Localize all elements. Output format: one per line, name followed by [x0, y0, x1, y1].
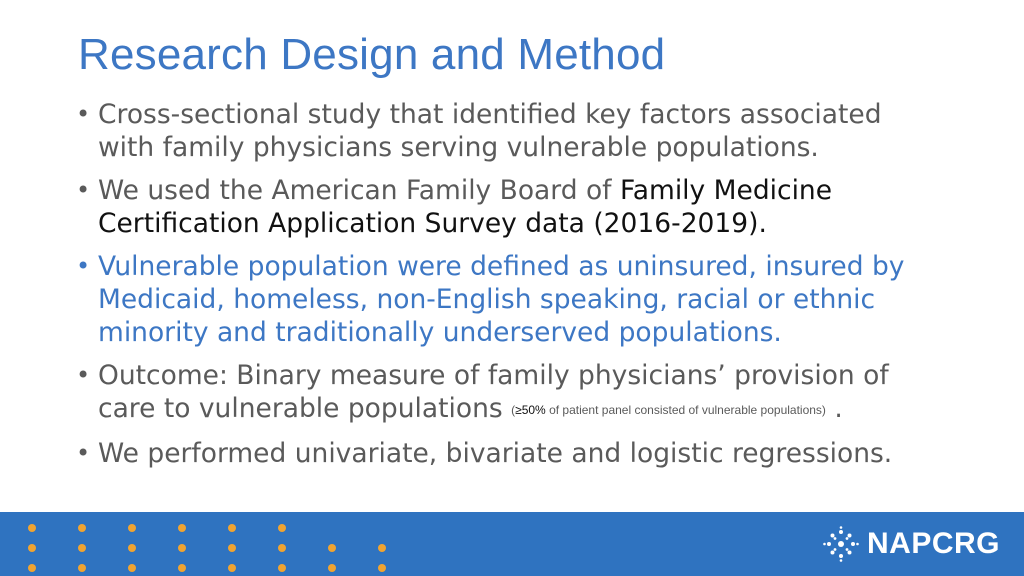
- bullet-text-emphasis: Family Medicine: [619, 175, 833, 206]
- decorative-dot: [128, 544, 136, 552]
- bullet-text: minority and traditionally underserved populations.: [98, 317, 782, 348]
- bullet-footnote: [511, 403, 826, 417]
- decorative-dot: [178, 564, 186, 572]
- decorative-dot: [128, 524, 136, 532]
- bullet-text: Outcome: Binary measure of family physicians’ provision of: [98, 360, 889, 391]
- bullet-vulnerable-definition: [76, 250, 976, 349]
- decorative-dot: [328, 564, 336, 572]
- bullet-text: Vulnerable population were defined as uninsured, insured by: [98, 251, 905, 282]
- decorative-dot: [28, 524, 36, 532]
- bullet-text-emphasis: Certification Application Survey data (2016-2019).: [98, 208, 767, 239]
- footer-bar: [0, 512, 1024, 576]
- decorative-dot: [278, 564, 286, 572]
- decorative-dot: [78, 564, 86, 572]
- decorative-dot: [128, 564, 136, 572]
- bullet-analysis: [76, 437, 976, 470]
- decorative-dot: [28, 544, 36, 552]
- bullet-dot-icon: •: [76, 176, 91, 204]
- bullet-list: [76, 98, 976, 480]
- decorative-dot: [78, 544, 86, 552]
- decorative-dot: [228, 544, 236, 552]
- decorative-dot: [228, 524, 236, 532]
- slide-title: Research Design and Method: [78, 30, 666, 79]
- footnote-paren: (: [511, 403, 516, 417]
- decorative-dot: [278, 544, 286, 552]
- napcrg-logo: [823, 526, 1000, 562]
- dot-pattern: [0, 512, 420, 576]
- bullet-study-design: [76, 98, 976, 164]
- decorative-dot: [28, 564, 36, 572]
- bullet-text: with family physicians serving vulnerable populations.: [98, 132, 819, 163]
- decorative-dot: [328, 544, 336, 552]
- bullet-text: Medicaid, homeless, non-English speaking, racial or ethnic: [98, 284, 876, 315]
- bullet-text: We performed univariate, bivariate and logistic regressions.: [98, 438, 893, 469]
- decorative-dot: [78, 524, 86, 532]
- bullet-dot-icon: •: [76, 361, 91, 389]
- bullet-text: We used the American Family Board of: [98, 175, 620, 206]
- decorative-dot: [178, 544, 186, 552]
- bullet-period: .: [834, 393, 843, 424]
- footnote-percent: ≥50%: [515, 403, 546, 417]
- bullet-dot-icon: •: [76, 100, 91, 128]
- decorative-dot: [178, 524, 186, 532]
- decorative-dot: [228, 564, 236, 572]
- footnote-text: of patient panel consisted of vulnerable populations): [545, 403, 826, 417]
- bullet-dot-icon: •: [76, 439, 91, 467]
- logo-text: NAPCRG: [866, 527, 1000, 560]
- decorative-dot: [378, 544, 386, 552]
- decorative-dot: [378, 564, 386, 572]
- bullet-data-source: [76, 174, 976, 240]
- bullet-text: care to vulnerable populations: [98, 393, 503, 424]
- starburst-logo-icon: [823, 526, 859, 562]
- decorative-dot: [278, 524, 286, 532]
- bullet-text: Cross-sectional study that identified key factors associated: [98, 99, 882, 130]
- bullet-dot-icon: •: [76, 252, 91, 280]
- bullet-outcome: [76, 359, 976, 427]
